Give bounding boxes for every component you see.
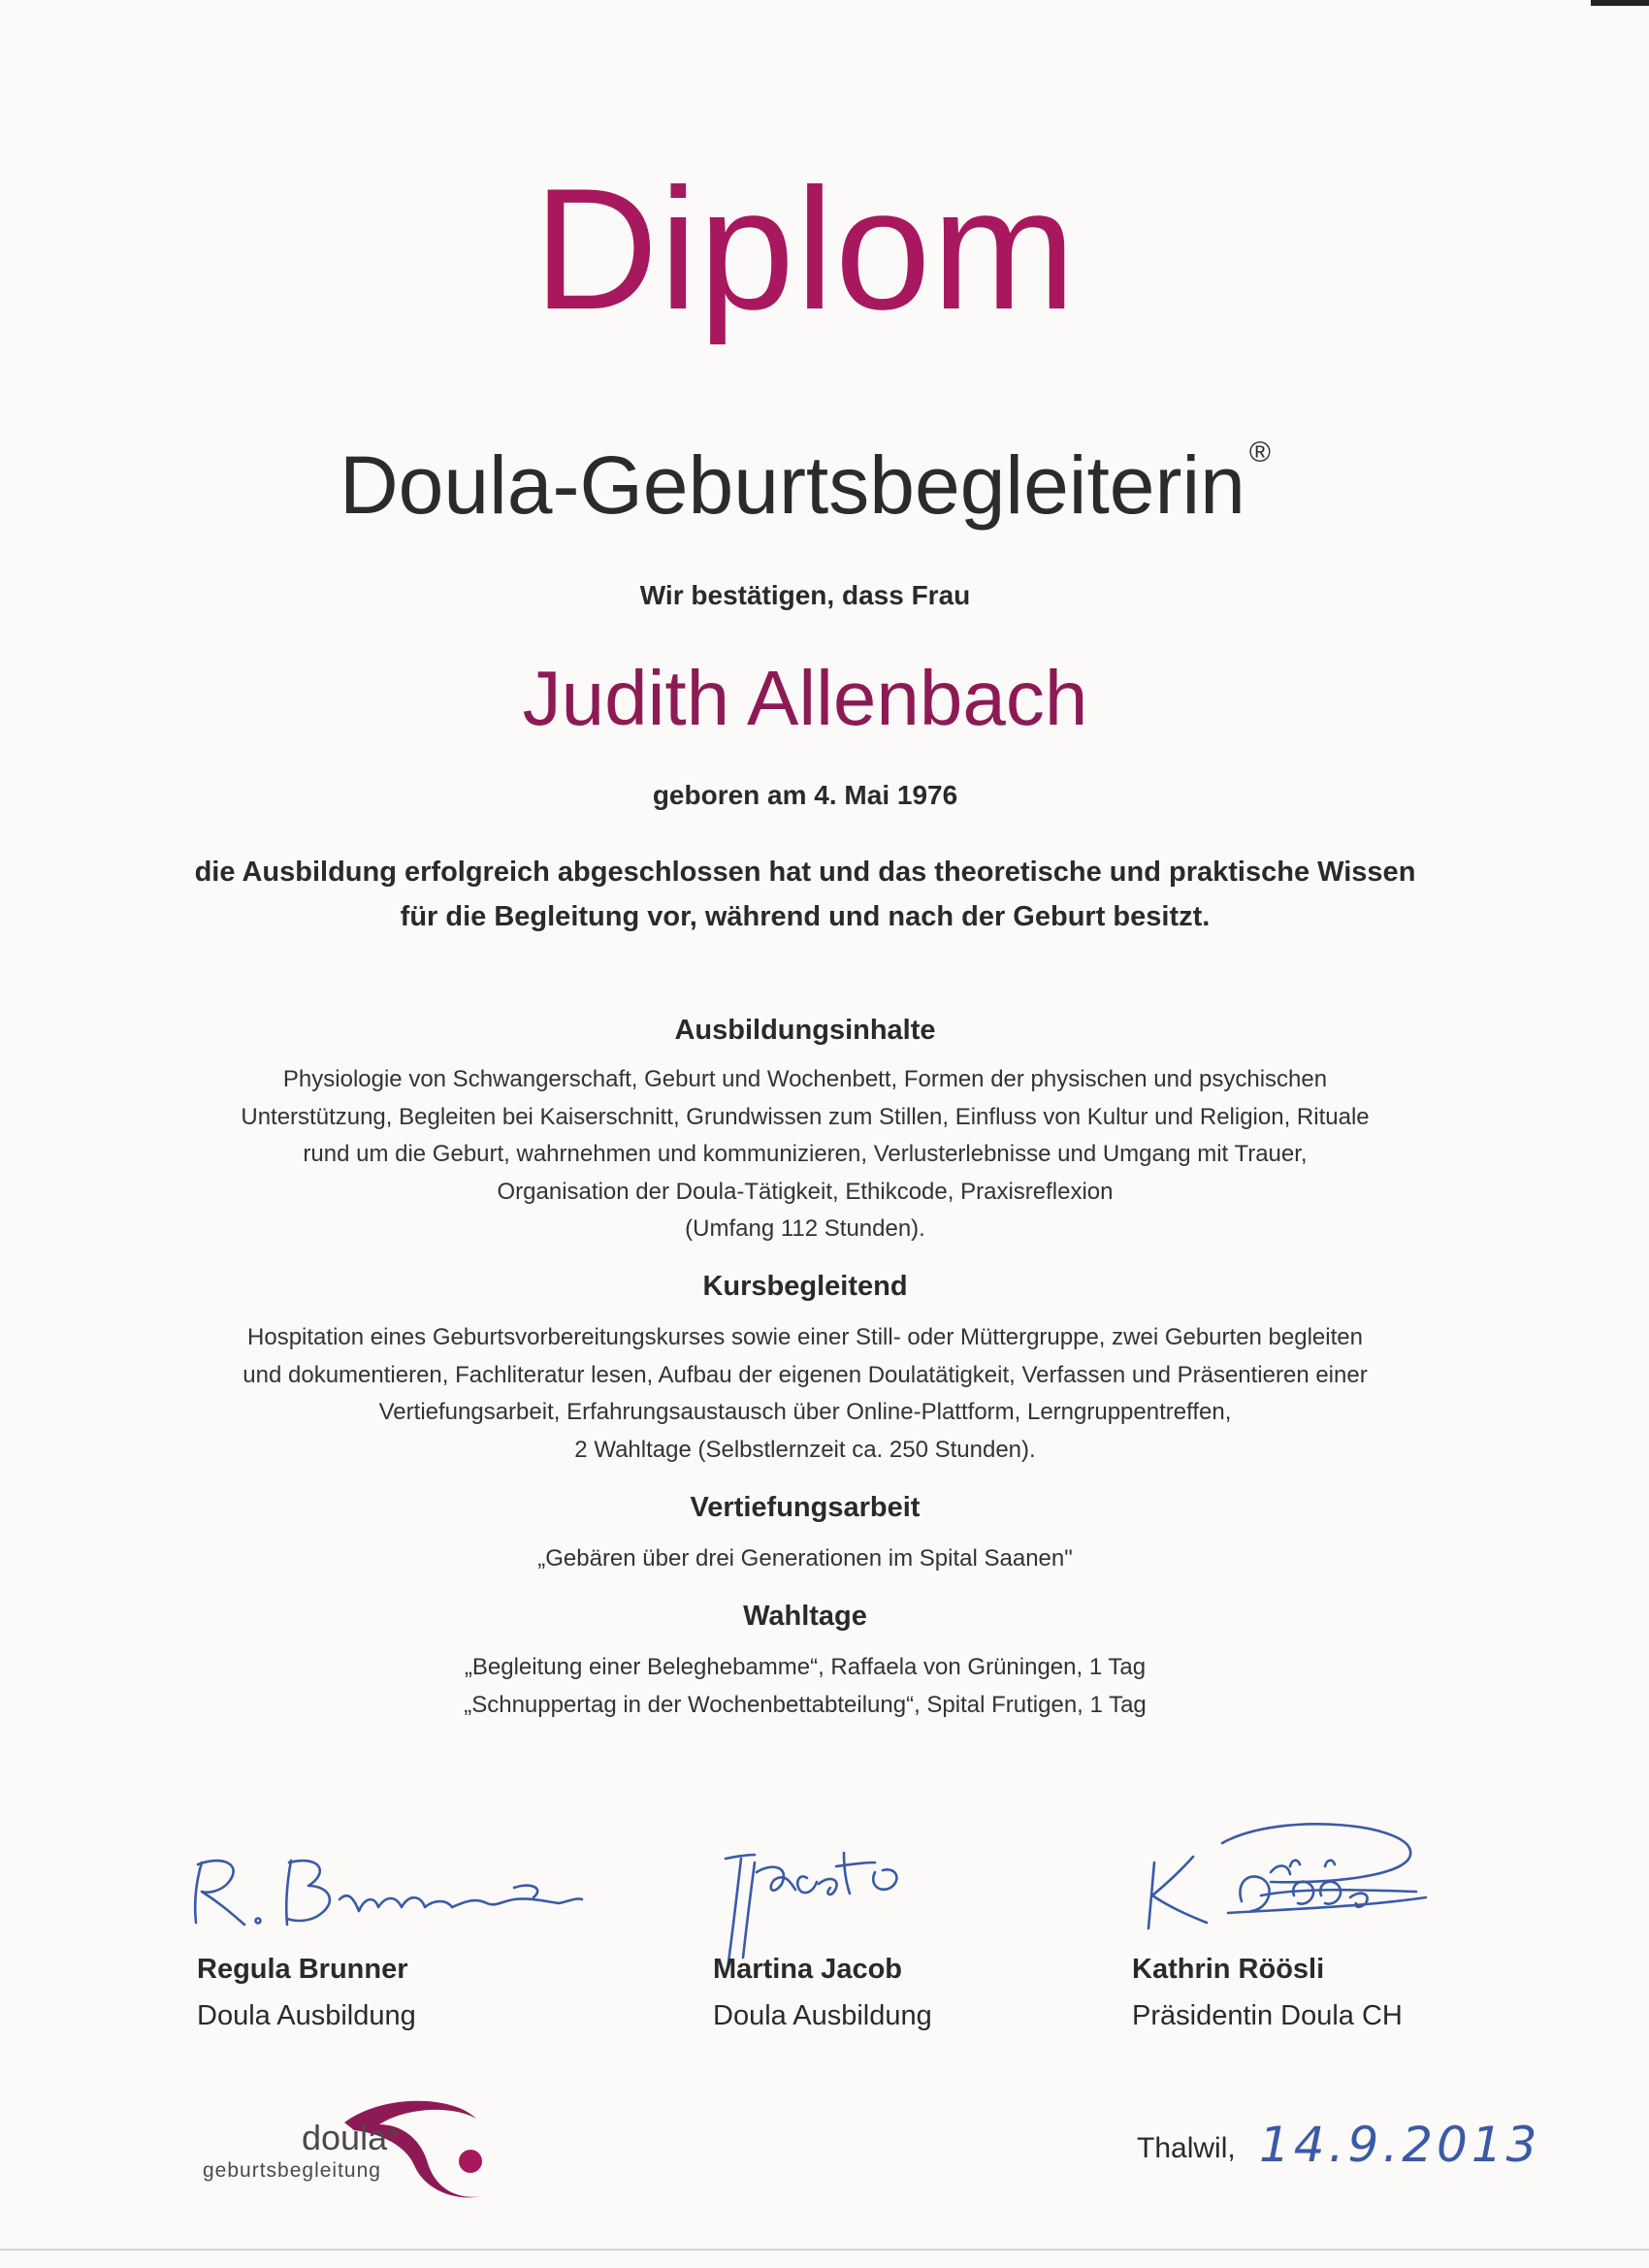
section-heading: Kursbegleitend: [702, 1271, 908, 1302]
section-line: rund um die Geburt, wahrnehmen und kommunizieren, Verlusterlebnisse und Umgang mit Trauer,: [303, 1141, 1308, 1167]
section-body: [0, 1540, 1610, 1578]
doula-logo: [199, 2095, 519, 2202]
logo-subline: geburtsbegleitung: [203, 2159, 381, 2182]
statement-line: für die Begleitung vor, während und nach der Geburt besitzt.: [400, 901, 1211, 932]
section-line: Vertiefungsarbeit, Erfahrungsaustausch über Online-Plattform, Lerngruppentreffen,: [378, 1399, 1232, 1425]
section-line: und dokumentieren, Fachliteratur lesen, Aufbau der eigenen Doulatätigkeit, Verfassen und Präsentieren einer: [242, 1361, 1368, 1388]
logo-registered-mark: ®: [387, 2124, 398, 2140]
diploma-title: Diplom: [534, 152, 1077, 345]
section-body: [0, 1319, 1610, 1469]
signatory-role: Doula Ausbildung: [713, 2000, 932, 2031]
signatory-name: Kathrin Röösli: [1132, 1954, 1325, 1985]
section-heading: Ausbildungsinhalte: [674, 1015, 936, 1046]
completion-statement: [0, 850, 1610, 939]
section-body: [0, 1061, 1610, 1248]
section-body: [0, 1649, 1610, 1724]
subtitle-text: Doula-Geburtsbegleiterin: [340, 439, 1245, 531]
section-line: „Begleitung einer Beleghebamme“, Raffaela von Grüningen, 1 Tag: [464, 1654, 1147, 1680]
section-heading: Vertiefungsarbeit: [690, 1492, 921, 1523]
diploma-subtitle: [0, 437, 1610, 531]
signatory-name: Regula Brunner: [197, 1954, 408, 1985]
signature-brunner: [184, 1843, 611, 1940]
statement-line: die Ausbildung erfolgreich abgeschlossen hat und das theoretische und praktische Wissen: [194, 857, 1416, 888]
section-line: Hospitation eines Geburtsvorbereitungskurses sowie einer Still- oder Müttergruppe, zwei Geburten begleiten: [247, 1324, 1363, 1350]
section-line: Unterstützung, Begleiten bei Kaiserschnitt, Grundwissen zum Stillen, Einfluss von Kultur und Religion, Rituale: [241, 1103, 1370, 1130]
scan-edge-mark: [1591, 0, 1649, 6]
handwritten-date: 14.9.2013: [1259, 2117, 1541, 2173]
scan-bottom-edge: [0, 2249, 1649, 2251]
signatory-role: Präsidentin Doula CH: [1132, 2000, 1403, 2031]
section-line: Organisation der Doula-Tätigkeit, Ethikcode, Praxisreflexion: [497, 1178, 1114, 1205]
registered-mark: ®: [1248, 437, 1271, 469]
birth-line: geboren am 4. Mai 1976: [652, 780, 958, 810]
confirm-line: Wir bestätigen, dass Frau: [639, 580, 971, 610]
section-line: „Gebären über drei Generationen im Spital Saanen": [537, 1545, 1073, 1571]
recipient-name: Judith Allenbach: [522, 655, 1088, 741]
section-heading: Wahltage: [743, 1601, 867, 1632]
signatory-name: Martina Jacob: [713, 1954, 902, 1985]
section-line: Physiologie von Schwangerschaft, Geburt und Wochenbett, Formen der physischen und psychischen: [282, 1066, 1328, 1092]
section-line: „Schnuppertag in der Wochenbettabteilung“, Spital Frutigen, 1 Tag: [464, 1691, 1147, 1718]
logo-word: doula: [302, 2118, 388, 2157]
signatory-role: Doula Ausbildung: [197, 2000, 416, 2031]
signature-roosli: [1135, 1814, 1445, 1940]
place-label: Thalwil,: [1137, 2132, 1236, 2164]
section-line: (Umfang 112 Stunden).: [685, 1215, 925, 1242]
section-line: 2 Wahltage (Selbstlernzeit ca. 250 Stunden).: [574, 1436, 1036, 1463]
